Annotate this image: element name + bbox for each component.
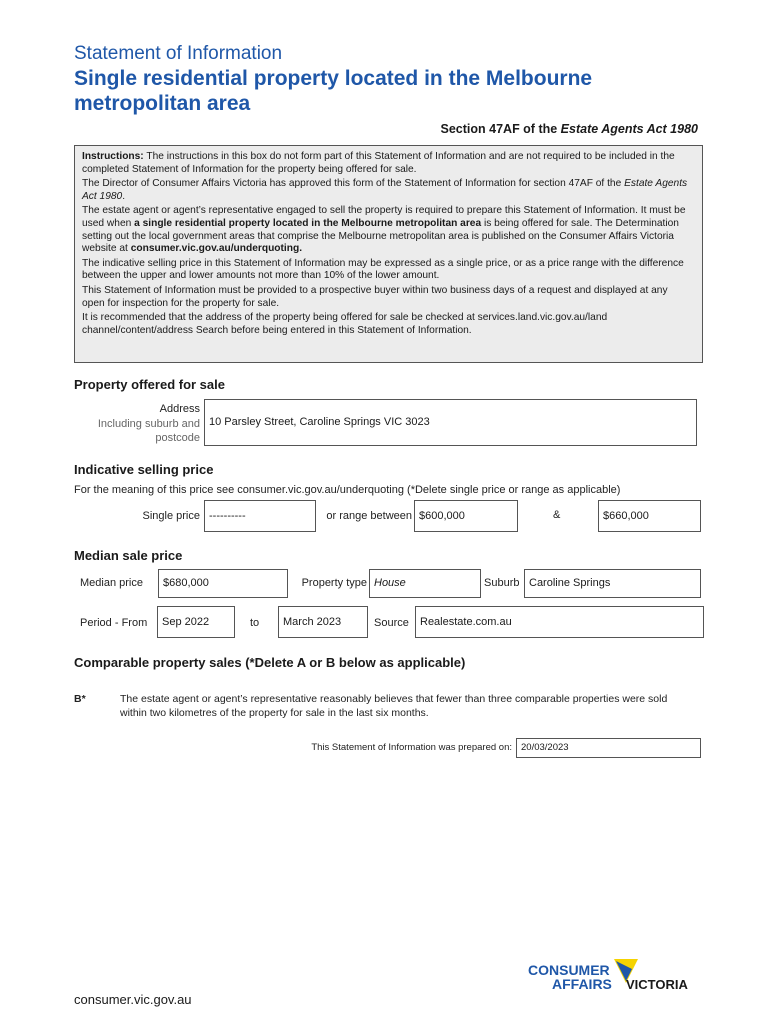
footer-url[interactable]: consumer.vic.gov.au bbox=[74, 992, 192, 1007]
address-field[interactable]: 10 Parsley Street, Caroline Springs VIC 3023 bbox=[204, 399, 697, 446]
underquoting-link[interactable]: consumer.vic.gov.au/underquoting. bbox=[130, 243, 303, 255]
logo-line1: CONSUMER bbox=[528, 962, 610, 978]
address-label bbox=[60, 402, 200, 446]
source-label: Source bbox=[374, 617, 409, 629]
period-to-label: to bbox=[250, 617, 260, 629]
instructions-label: Instructions: bbox=[82, 151, 144, 162]
logo-line3: VICTORIA bbox=[626, 977, 688, 992]
instructions-p5: This Statement of Information must be provided to a prospective buyer within two business days of a request and displayed at any open for inspection for the property for sale. bbox=[82, 284, 668, 309]
instructions-p2-end: . bbox=[122, 190, 126, 202]
property-type-field[interactable]: House bbox=[369, 569, 481, 598]
range-high-field[interactable]: $660,000 bbox=[598, 500, 701, 532]
form-subtitle: Statement of Information bbox=[74, 43, 283, 64]
instructions-p3 bbox=[82, 205, 692, 255]
address-label-line1: Address bbox=[159, 403, 200, 415]
instructions-p3-b: is being offered for sale. The Determination setting out the local government areas that comprise the Melbourne metropolitan area is published on the Consumer Affairs Victoria website at bbox=[82, 217, 679, 255]
range-low-field[interactable]: $600,000 bbox=[414, 500, 518, 532]
instructions-p2-text: The Director of Consumer Affairs Victoria has approved this form of the Statement of Information for section 47AF of the bbox=[82, 178, 625, 190]
single-price-label: Single price bbox=[142, 510, 200, 522]
median-price-field[interactable]: $680,000 bbox=[158, 569, 288, 598]
prepared-date-field[interactable]: 20/03/2023 bbox=[516, 738, 701, 758]
address-label-line2: Including suburb and bbox=[97, 417, 200, 430]
suburb-label: Suburb bbox=[484, 577, 520, 589]
instructions-p6: It is recommended that the address of the property being offered for sale be checked at services.land.vic.gov.au/land channel/content/address Search before being entered in this Statement of Information. bbox=[82, 312, 608, 336]
median-price-label: Median price bbox=[80, 577, 143, 589]
section-prefix: Section 47AF of the bbox=[440, 122, 561, 136]
period-from-label: Period - From bbox=[80, 617, 148, 629]
comparable-heading: Comparable property sales (*Delete A or B below as applicable) bbox=[74, 655, 466, 670]
comparable-text: The estate agent or agent’s representative reasonably believes that fewer than three comparable properties were sold within two kilometres of the property for sale in the last six months. bbox=[120, 693, 668, 719]
instructions-p1 bbox=[82, 151, 692, 176]
instructions-box bbox=[74, 145, 703, 363]
logo-line2: AFFAIRS bbox=[552, 976, 612, 992]
single-price-field[interactable]: ---------- bbox=[204, 500, 316, 532]
logo-graphic bbox=[528, 957, 708, 1005]
consumer-affairs-victoria-logo bbox=[528, 957, 708, 1005]
instructions-p1-text: The instructions in this box do not form part of this Statement of Information and are not required to be included in the completed Statement of Information for the property being offered for sale. bbox=[82, 151, 675, 175]
property-heading: Property offered for sale bbox=[74, 377, 225, 392]
range-label: or range between bbox=[326, 510, 412, 522]
instructions-p3-a: The estate agent or agent’s representative engaged to sell the property is required to prepare this Statement of Information. It must be used when bbox=[82, 205, 686, 229]
instructions-p2-act: Estate Agents Act 1980 bbox=[82, 178, 688, 202]
period-from-field[interactable]: Sep 2022 bbox=[157, 606, 235, 638]
indicative-heading: Indicative selling price bbox=[74, 462, 214, 477]
range-ampersand: & bbox=[553, 509, 561, 521]
section-act: Estate Agents Act 1980 bbox=[560, 122, 698, 136]
median-heading: Median sale price bbox=[74, 548, 183, 563]
form-title: Single residential property located in the Melbourne metropolitan area bbox=[74, 67, 593, 115]
option-b-marker: B* bbox=[74, 693, 86, 705]
address-label-line3: postcode bbox=[155, 432, 200, 444]
instructions-p4: The indicative selling price in this Statement of Information may be expressed as a single price, or as a price range with the difference between the upper and lower amounts not more than 10% of the lower amount. bbox=[82, 257, 684, 282]
period-to-field[interactable]: March 2023 bbox=[278, 606, 368, 638]
section-reference bbox=[441, 122, 698, 136]
property-type-label: Property type bbox=[301, 577, 367, 589]
source-field[interactable]: Realestate.com.au bbox=[415, 606, 704, 638]
suburb-field[interactable]: Caroline Springs bbox=[524, 569, 701, 598]
prepared-label: This Statement of Information was prepared on: bbox=[311, 742, 512, 753]
instructions-p2 bbox=[82, 178, 692, 203]
indicative-note: For the meaning of this price see consumer.vic.gov.au/underquoting (*Delete single price or range as applicable) bbox=[74, 484, 621, 496]
instructions-p3-bold: a single residential property located in the Melbourne metropolitan area bbox=[134, 217, 482, 229]
